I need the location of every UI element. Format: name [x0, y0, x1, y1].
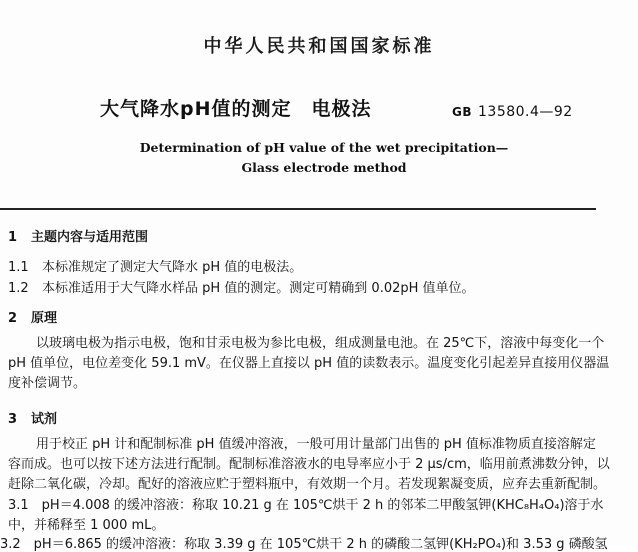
clause-1-1: 1.1 本标准规定了测定大气降水 pH 值的电极法。 — [8, 260, 303, 275]
section-3-heading: 3 试剂 — [8, 412, 58, 427]
clause-1-2: 1.2 本标准适用于大气降水样品 pH 值的测定。测定可精确到 0.02pH 值单位。 — [8, 281, 475, 296]
section-3-paragraph-line1: 用于校正 pH 计和配制标准 pH 值缓冲溶液，一般可用计量部门出售的 pH 值标准物质直接溶解定 — [36, 437, 596, 452]
section-2-paragraph-line2: pH 值单位，电位差变化 59.1 mV。在仪器上直接以 pH 值的读数表示。温度变化引起差异直接用仪器温 — [8, 356, 610, 371]
standard-code — [452, 104, 573, 120]
document-title-en-line2: Glass electrode method — [241, 160, 407, 175]
standard-header: 中华人民共和国国家标准 — [203, 36, 435, 57]
clause-3-1-line1: 3.1 pH＝4.008 的缓冲溶液：称取 10.21 g 在 105℃烘干 2 h 的邻苯二甲酸氢钾(KHC₈H₄O₄)溶于水 — [8, 498, 604, 513]
section-3-paragraph-line3: 赶除二氧化碳，冷却。配好的溶液应贮于塑料瓶中，有效期一个月。若发现絮凝变质，应弃去重新配制。 — [8, 477, 607, 492]
document-title-cn: 大气降水pH值的测定 电极法 — [100, 98, 372, 120]
clause-3-2-partial: 3.2 pH＝6.865 的缓冲溶液：称取 3.39 g 在 105℃烘干 2 h 的磷酸二氢钾(KH₂PO₄)和 3.53 g 磷酸氢 — [0, 537, 608, 552]
clause-3-1-line2: 中，并稀释至 1 000 mL。 — [8, 518, 165, 533]
standard-code-number: 13580.4—92 — [478, 104, 573, 120]
standard-code-prefix: GB — [452, 105, 472, 119]
section-1-heading: 1 主题内容与适用范围 — [8, 230, 149, 245]
section-2-paragraph-line3: 度补偿调节。 — [8, 376, 87, 391]
section-2-paragraph-line1: 以玻璃电极为指示电极，饱和甘汞电极为参比电极，组成测量电池。在 25℃下，溶液中每变化一个 — [36, 336, 605, 351]
section-3-paragraph-line2: 容而成。也可以按下述方法进行配制。配制标准溶液水的电导率应小于 2 μs/cm，临用前煮沸数分钟，以 — [8, 457, 610, 472]
section-2-heading: 2 原理 — [8, 311, 58, 326]
document-title-en-line1: Determination of pH value of the wet precipitation— — [139, 140, 509, 155]
header-divider — [0, 208, 596, 210]
